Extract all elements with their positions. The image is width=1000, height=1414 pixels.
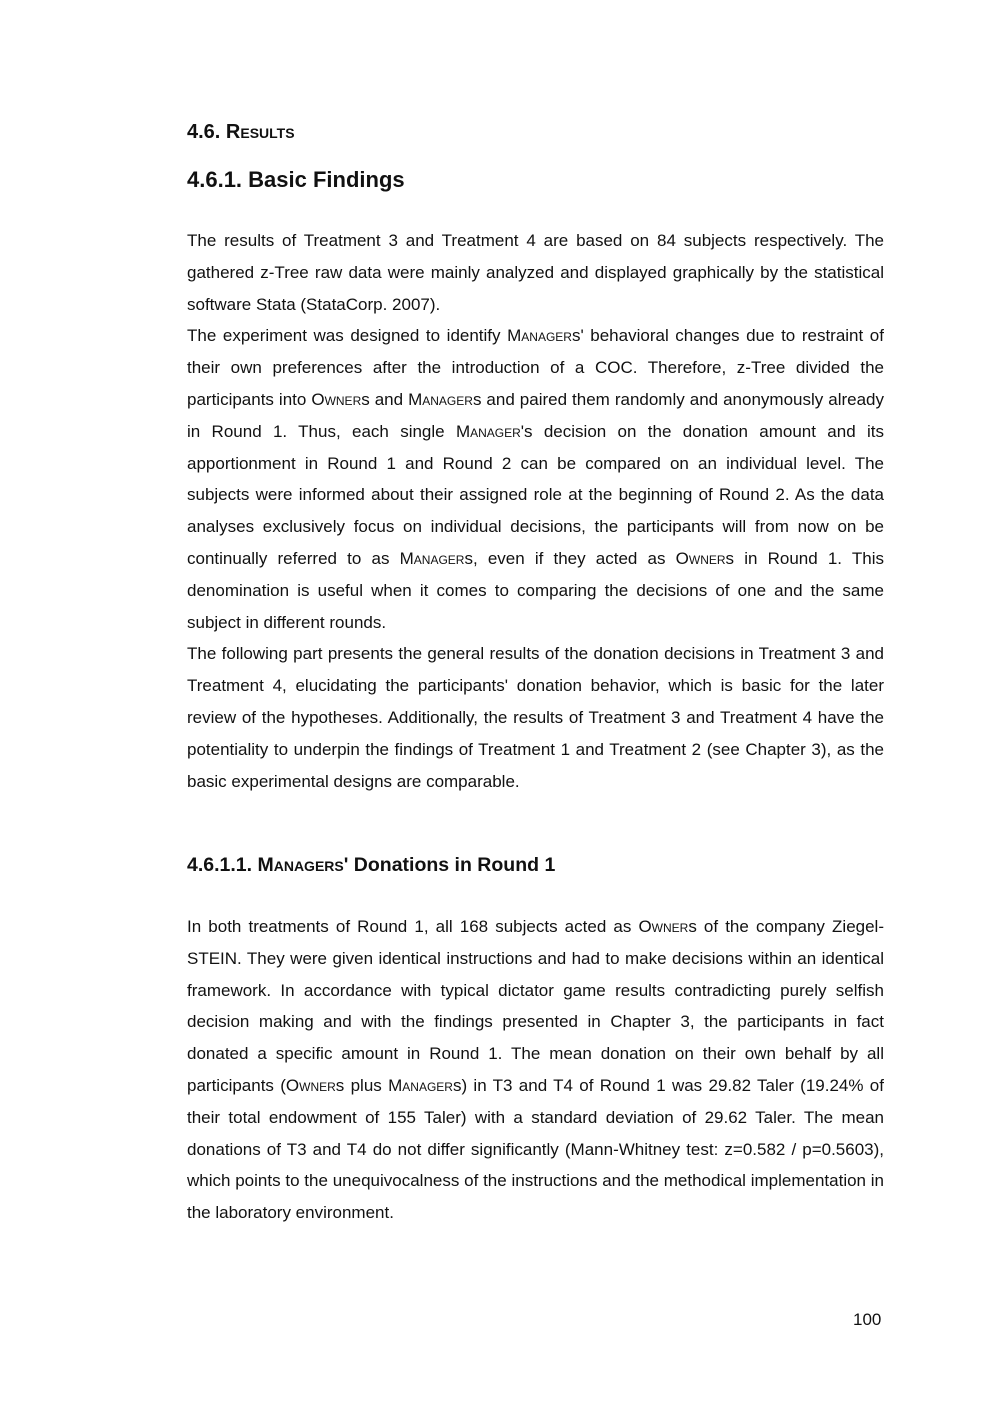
subsection-title: Basic Findings [248,167,405,192]
page-number: 100 [853,1310,882,1329]
section-heading [187,121,295,144]
subsubsection-heading [187,854,555,877]
subsection-heading [187,167,405,193]
managers-donations-body [187,911,884,1229]
section-number: 4.6. [187,121,221,143]
subsubsection-title-smallcaps: Managers [257,854,344,876]
paragraph: The results of Treatment 3 and Treatment 4 are based on 84 subjects respectively. The gathered z-Tree raw data were mainly analyzed and displayed graphically by the statistical software Stata (StataCorp. 2007). [187,231,884,314]
section-title: Results [225,121,295,143]
paragraph: In both treatments of Round 1, all 168 subjects acted as Owners of the company Ziegel-STEIN. They were given identical instructions and had to make decisions within an identical framework. In accordance with typical dictator game results contradicting purely selfish decision making and with the findings presented in Chapter 3, the participants in fact donated a specific amount in Round 1. The mean donation on their own behalf by all participants (Owners plus Managers) in T3 and T4 of Round 1 was 29.82 Taler (19.24% of their total endowment of 155 Taler) with a standard deviation of 29.62 Taler. The mean donations of T3 and T4 do not differ significantly (Mann-Whitney test: z=0.582 / p=0.5603), which points to the unequivocalness of the instructions and the methodical implementation in the laboratory environment. [187,917,884,1223]
subsubsection-title-rest: ' Donations in Round 1 [343,854,556,876]
paragraph: The following part presents the general results of the donation decisions in Treatment 3 and Treatment 4, elucidating the participants' donation behavior, which is basic for the later review of the hypotheses. Additionally, the results of Treatment 3 and Treatment 4 have the potentiality to underpin the findings of Treatment 1 and Treatment 2 (see Chapter 3), as the basic experimental designs are comparable. [187,644,884,791]
basic-findings-body [187,225,884,797]
subsection-number: 4.6.1. [187,167,243,192]
subsubsection-number: 4.6.1.1. [187,854,253,876]
paragraph: The experiment was designed to identify Managers' behavioral changes due to restraint of their own preferences after the introduction of a COC. Therefore, z-Tree divided the participants into Owners and Managers and paired them randomly and anonymously already in Round 1. Thus, each single Manager's decision on the donation amount and its apportionment in Round 1 and Round 2 can be compared on an individual level. The subjects were informed about their assigned role at the beginning of Round 2. As the data analyses exclusively focus on individual decisions, the participants will from now on be continually referred to as Managers, even if they acted as Owners in Round 1. This denomination is useful when it comes to comparing the decisions of one and the same subject in different rounds. [187,326,885,632]
